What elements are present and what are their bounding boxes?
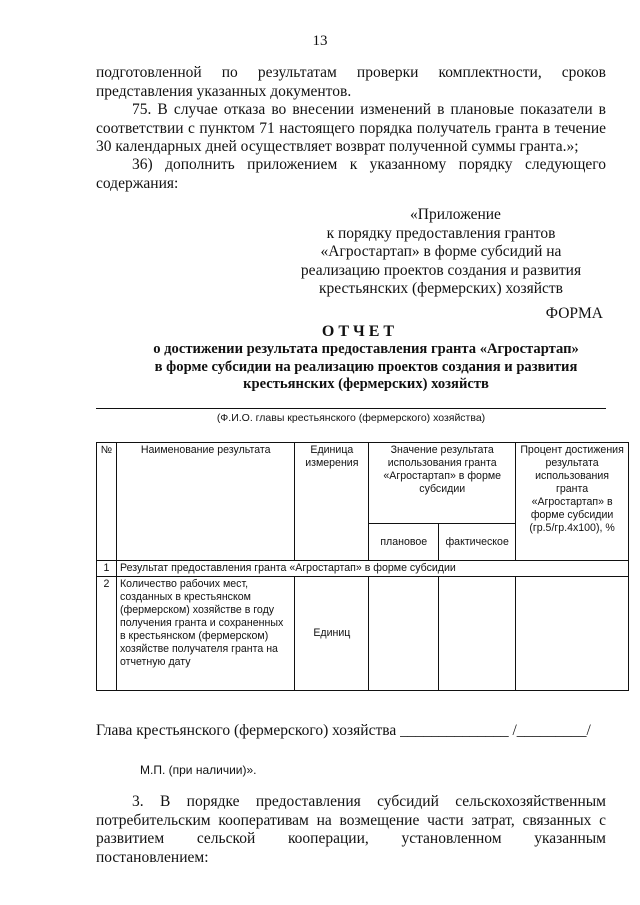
paragraph-75: 75. В случае отказа во внесении изменений в плановые показатели в соответствии с пунктом 71 настоящего порядка получатель гранта в течение 30 календарных дней осуществляет возврат полученной суммы гранта.»; bbox=[96, 101, 606, 155]
row-1-text: Результат предоставления гранта «Агростартап» в форме субсидии bbox=[116, 561, 628, 577]
row-2-unit: Единиц bbox=[295, 577, 369, 691]
appendix-line-4: реализацию проектов создания и развития bbox=[300, 261, 582, 279]
appendix-line-2: к порядку предоставления грантов bbox=[326, 224, 556, 242]
appendix-heading bbox=[300, 206, 582, 299]
page-number: 13 bbox=[312, 33, 328, 49]
header-result-name: Наименование результата bbox=[116, 443, 294, 561]
fio-underline bbox=[96, 408, 606, 409]
report-subtitle bbox=[96, 341, 636, 394]
report-subtitle-line-1: о достижении результата предоставления гранта «Агростартап» bbox=[153, 341, 579, 357]
report-subtitle-line-3: крестьянских (фермерских) хозяйств bbox=[243, 376, 489, 392]
row-1-num: 1 bbox=[97, 561, 117, 577]
paragraph-36: 36) дополнить приложением к указанному порядку следующего содержания: bbox=[96, 156, 606, 192]
final-paragraph: 3. В порядке предоставления субсидий сельскохозяйственным потребительским кооперативам на возмещение части затрат, связанных с развитием сельской кооперации, установленном указанным постановлением: bbox=[96, 793, 606, 866]
report-table bbox=[96, 442, 629, 691]
row-2-num: 2 bbox=[97, 577, 117, 691]
form-label: ФОРМА bbox=[545, 305, 603, 322]
row-2-actual bbox=[439, 577, 516, 691]
appendix-line-5: крестьянских (фермерских) хозяйств bbox=[319, 280, 563, 297]
report-title: ОТЧЕТ bbox=[321, 323, 399, 340]
header-unit: Единица измерения bbox=[295, 443, 369, 561]
appendix-line-1: «Приложение bbox=[410, 206, 501, 223]
header-value: Значение результата использования гранта «Агростартап» в форме субсидии bbox=[369, 443, 516, 524]
row-2-percent bbox=[516, 577, 629, 691]
report-subtitle-line-2: в форме субсидии на реализацию проектов создания и развития bbox=[154, 358, 578, 375]
header-planned: плановое bbox=[369, 524, 439, 561]
row-2-planned bbox=[369, 577, 439, 691]
intro-paragraph-continuation: подготовленной по результатам проверки комплектности, сроков представления указанных документов. bbox=[96, 64, 606, 100]
signature-line: Глава крестьянского (фермерского) хозяйства ______________ /_________/ bbox=[96, 722, 591, 739]
fio-caption: (Ф.И.О. главы крестьянского (фермерского) хозяйства) bbox=[216, 412, 486, 424]
row-2-name: Количество рабочих мест, созданных в крестьянском (фермерском) хозяйстве в году получения гранта и сохраненных в крестьянском (фермерском) хозяйстве получателя гранта на отчетную дату bbox=[116, 577, 294, 691]
table-row bbox=[97, 561, 629, 577]
header-percent: Процент достижения результата использования гранта «Агростартап» в форме субсидии (гр.5/гр.4х100), % bbox=[516, 443, 629, 561]
appendix-line-3: «Агростартап» в форме субсидий на bbox=[320, 243, 562, 260]
table-row bbox=[97, 577, 629, 691]
header-actual: фактическое bbox=[439, 524, 516, 561]
stamp-note: М.П. (при наличии)». bbox=[140, 763, 257, 777]
header-num: № bbox=[97, 443, 117, 561]
